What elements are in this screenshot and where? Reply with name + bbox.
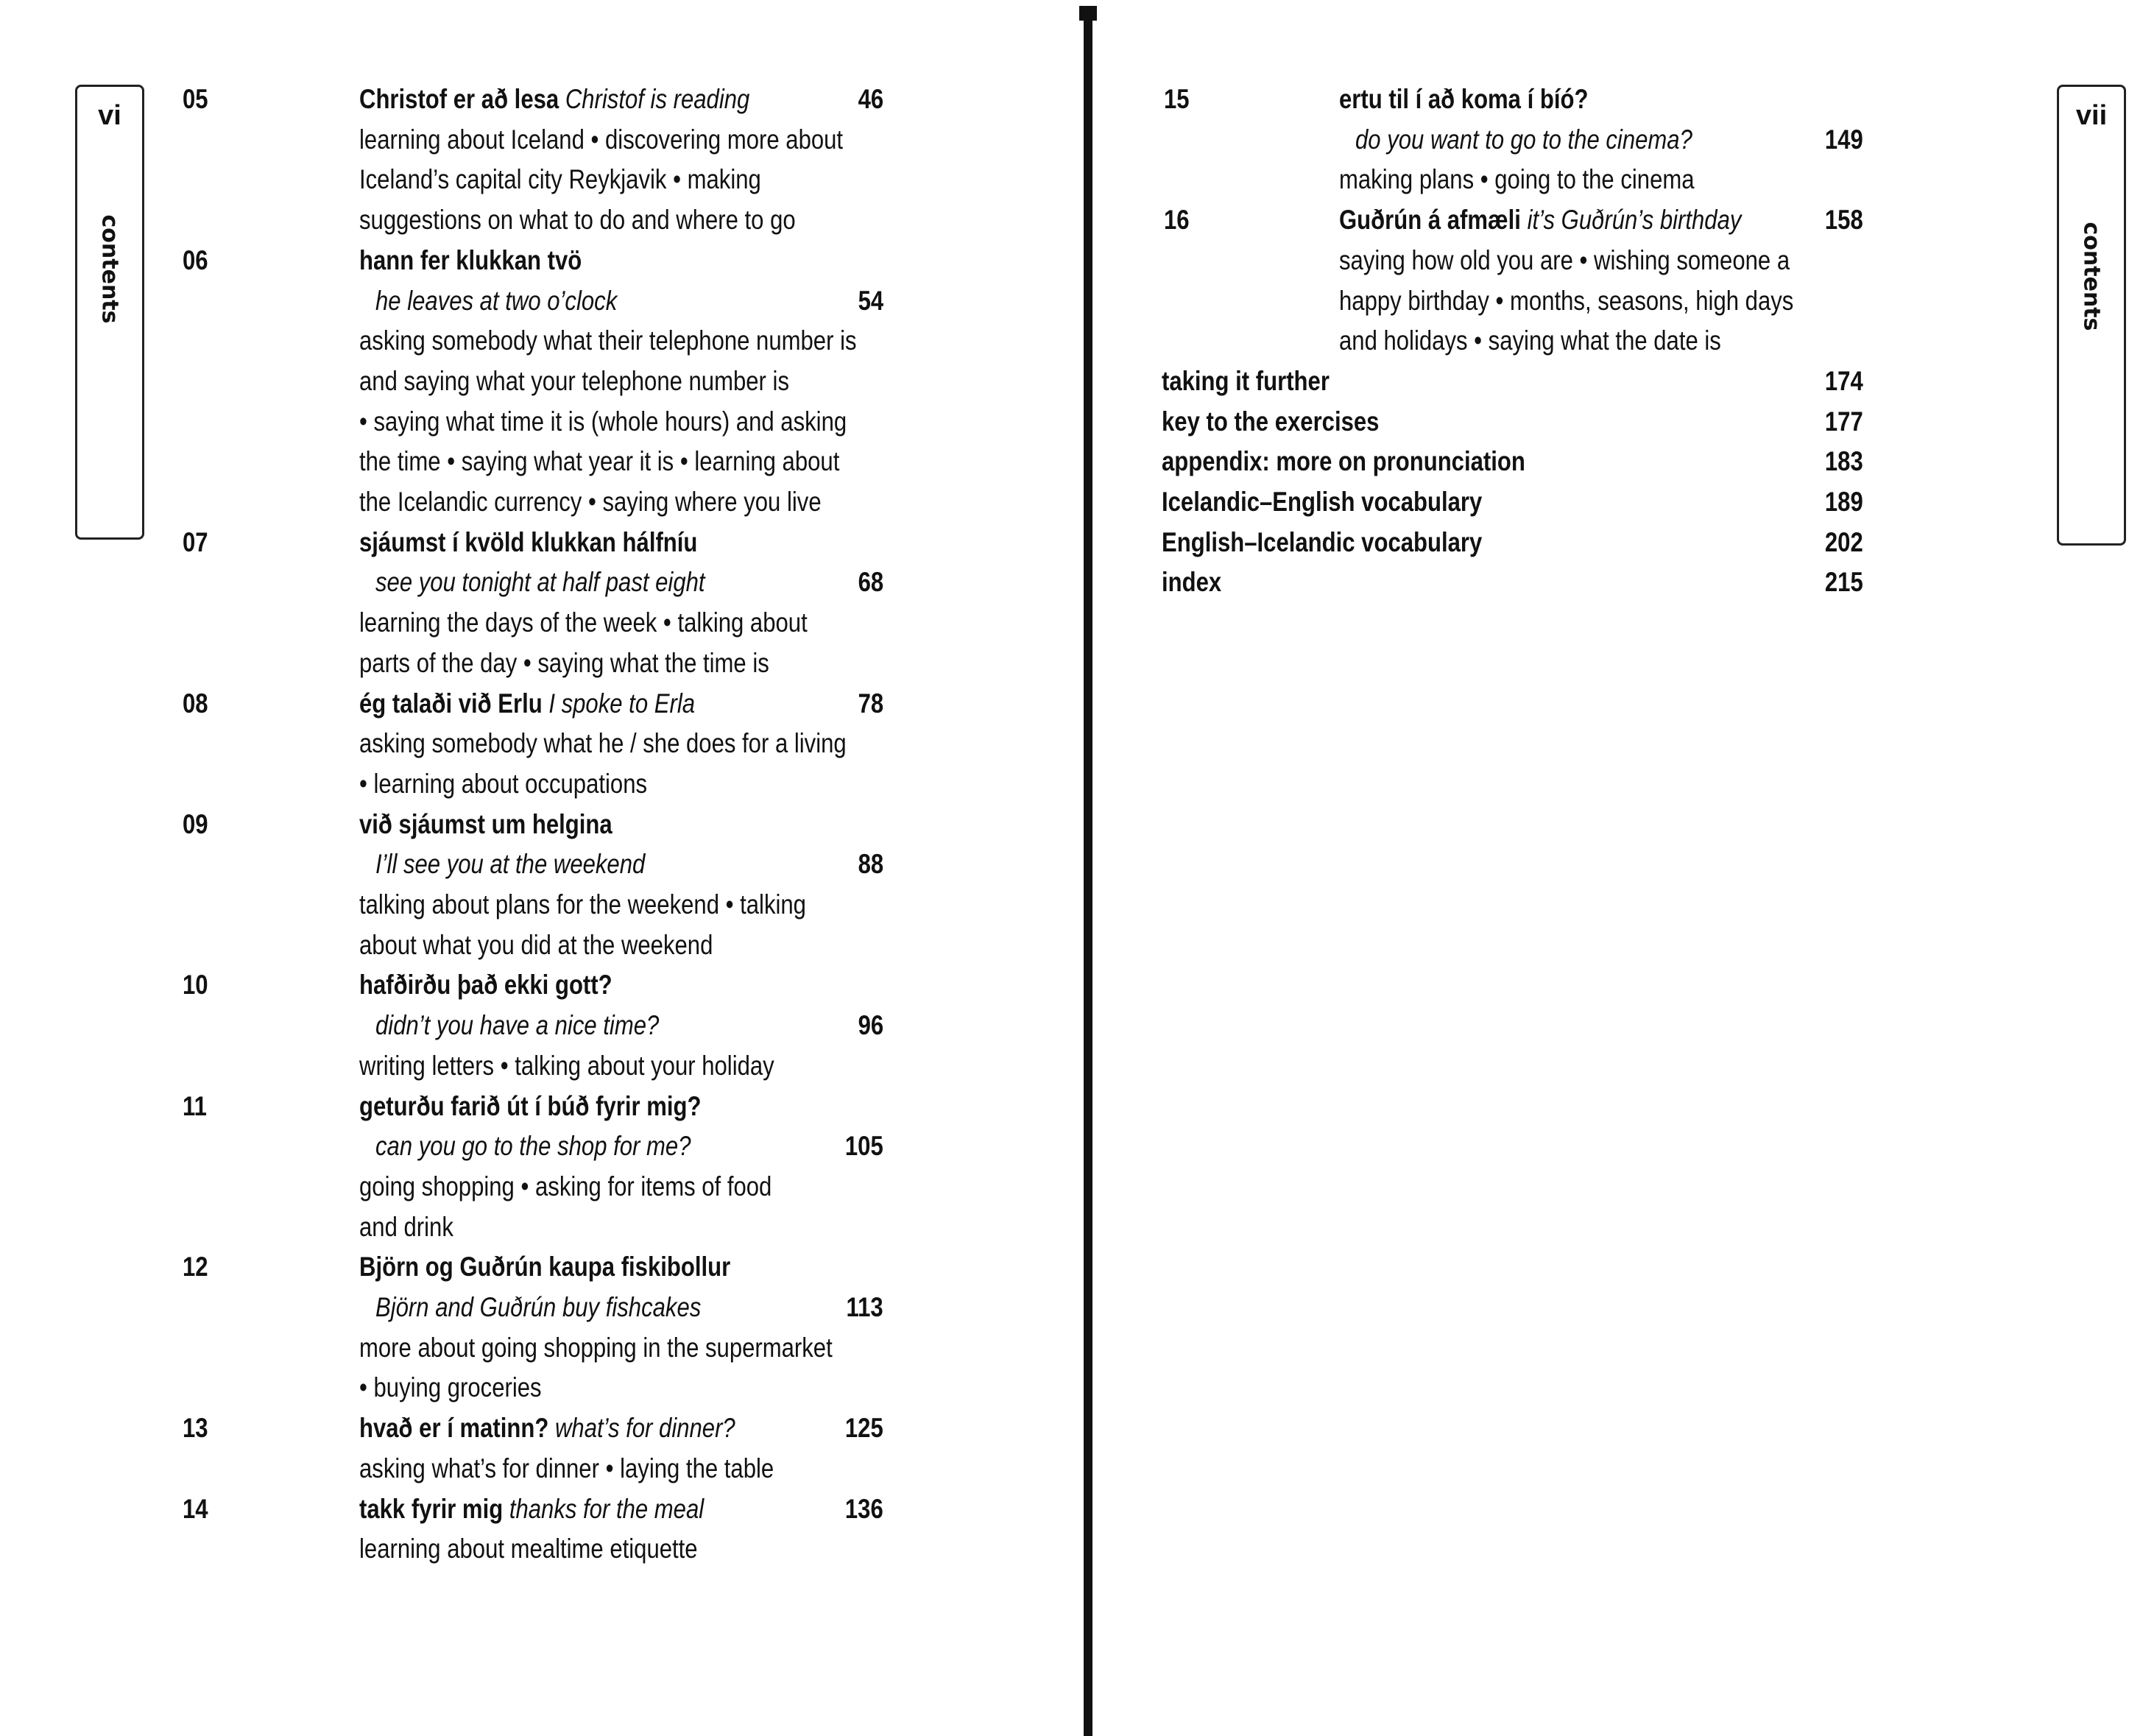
back-matter-title: key to the exercises xyxy=(1162,406,1380,437)
unit-number: 08 xyxy=(183,688,208,719)
unit-translation: can you go to the shop for me? xyxy=(375,1131,691,1162)
unit-title-line xyxy=(359,1412,735,1444)
unit-title: hann fer klukkan tvö xyxy=(359,244,582,275)
unit-translation: do you want to go to the cinema? xyxy=(1355,124,1692,155)
page-number: 88 xyxy=(858,849,883,880)
back-matter-title: English–Icelandic vocabulary xyxy=(1162,526,1483,557)
back-matter-title: index xyxy=(1162,567,1222,598)
unit-title-line xyxy=(359,1090,701,1123)
unit-description-line: learning about Iceland • discovering more about xyxy=(359,124,844,155)
unit-translation: see you tonight at half past eight xyxy=(375,567,705,598)
unit-title-line xyxy=(359,688,695,720)
book-spine-gutter xyxy=(1084,6,1092,1736)
unit-title-line xyxy=(359,526,697,559)
page-number: 46 xyxy=(858,84,883,114)
unit-translation: he leaves at two o’clock xyxy=(375,285,618,316)
unit-title-line xyxy=(359,1251,730,1283)
unit-description-line: going shopping • asking for items of food xyxy=(359,1171,772,1202)
unit-description-line: learning about mealtime etiquette xyxy=(359,1534,698,1564)
page-number: 125 xyxy=(845,1413,883,1444)
unit-title: sjáumst í kvöld klukkan hálfníu xyxy=(359,526,698,557)
unit-description-line: writing letters • talking about your holiday xyxy=(359,1050,774,1081)
unit-translation: didn’t you have a nice time? xyxy=(375,1010,660,1041)
page-number: 54 xyxy=(858,285,883,316)
unit-title: takk fyrir mig xyxy=(359,1493,504,1524)
unit-title: Christof er að lesa xyxy=(359,84,559,114)
unit-number: 14 xyxy=(183,1493,208,1524)
page-number: 96 xyxy=(858,1010,883,1041)
unit-number: 09 xyxy=(183,808,208,839)
page-folio-left: vi xyxy=(98,100,121,131)
page-number: 174 xyxy=(1825,365,1863,396)
unit-description-line: the Icelandic currency • saying where you live xyxy=(359,487,822,517)
page-number: 177 xyxy=(1825,406,1863,437)
unit-number: 07 xyxy=(183,526,208,557)
unit-title: ertu til í að koma í bíó? xyxy=(1339,84,1589,114)
unit-description-line: making plans • going to the cinema xyxy=(1339,164,1695,195)
back-matter-title: taking it further xyxy=(1162,365,1330,396)
unit-description-line: asking somebody what he / she does for a living xyxy=(359,728,847,759)
page-number: 202 xyxy=(1825,526,1863,557)
unit-title: hvað er í matinn? xyxy=(359,1413,549,1444)
unit-translation: it’s Guðrún’s birthday xyxy=(1527,205,1742,236)
unit-translation: I spoke to Erla xyxy=(548,688,696,719)
unit-description-line: talking about plans for the weekend • talking xyxy=(359,889,806,920)
unit-title: geturðu farið út í búð fyrir mig? xyxy=(359,1090,702,1121)
page-number: 113 xyxy=(846,1292,883,1322)
page-number: 183 xyxy=(1825,446,1863,477)
unit-description-line: • saying what time it is (whole hours) and asking xyxy=(359,406,847,437)
page-number: 189 xyxy=(1825,487,1863,517)
back-matter-title: Icelandic–English vocabulary xyxy=(1162,487,1483,517)
unit-number: 11 xyxy=(183,1090,207,1121)
unit-title: Björn og Guðrún kaupa fiskibollur xyxy=(359,1252,731,1282)
unit-title-line xyxy=(359,1493,704,1525)
unit-description-line: suggestions on what to do and where to go xyxy=(359,205,796,236)
page-number: 105 xyxy=(845,1131,883,1162)
left-thumb-tab xyxy=(75,85,144,540)
unit-description-line: and holidays • saying what the date is xyxy=(1339,325,1721,356)
unit-title-line xyxy=(1339,204,1741,236)
unit-description-line: • buying groceries xyxy=(359,1372,542,1403)
unit-number: 05 xyxy=(183,84,208,114)
unit-number: 13 xyxy=(183,1413,208,1444)
unit-translation: thanks for the meal xyxy=(509,1493,705,1524)
unit-description-line: asking what’s for dinner • laying the table xyxy=(359,1453,774,1483)
unit-title-line xyxy=(359,244,582,277)
unit-description-line: happy birthday • months, seasons, high days xyxy=(1339,285,1794,316)
unit-number: 06 xyxy=(183,244,208,275)
unit-number: 12 xyxy=(183,1252,208,1282)
page-number: 158 xyxy=(1825,205,1863,236)
unit-description-line: more about going shopping in the supermarket xyxy=(359,1332,833,1363)
page-folio-right: vii xyxy=(2075,100,2108,131)
unit-number: 16 xyxy=(1164,205,1190,236)
unit-description-line: and saying what your telephone number is xyxy=(359,365,789,396)
unit-description-line: learning the days of the week • talking about xyxy=(359,607,808,638)
section-tab-label-right: contents xyxy=(2078,222,2105,331)
page-number: 149 xyxy=(1825,124,1863,155)
page-number: 68 xyxy=(858,567,883,598)
unit-description-line: about what you did at the weekend xyxy=(359,929,713,960)
unit-description-line: saying how old you are • wishing someone a xyxy=(1339,244,1790,275)
unit-description-line: Iceland’s capital city Reykjavik • making xyxy=(359,164,761,195)
unit-translation: Christof is reading xyxy=(565,84,750,114)
page-number: 136 xyxy=(845,1493,883,1524)
unit-description-line: the time • saying what year it is • learning about xyxy=(359,446,840,477)
unit-translation: I’ll see you at the weekend xyxy=(375,849,646,880)
page-number: 215 xyxy=(1825,567,1863,598)
unit-number: 10 xyxy=(183,970,208,1001)
unit-number: 15 xyxy=(1164,84,1190,114)
unit-title: ég talaði við Erlu xyxy=(359,688,543,719)
unit-title: við sjáumst um helgina xyxy=(359,808,612,839)
unit-description-line: • learning about occupations xyxy=(359,768,648,799)
unit-title-line xyxy=(1339,83,1588,116)
back-matter-title: appendix: more on pronunciation xyxy=(1162,446,1525,477)
unit-title-line xyxy=(359,83,749,116)
unit-title: hafðirðu það ekki gott? xyxy=(359,970,612,1001)
unit-description-line: asking somebody what their telephone number is xyxy=(359,325,857,356)
unit-title: Guðrún á afmæli xyxy=(1339,205,1521,236)
page-number: 78 xyxy=(858,688,883,719)
unit-title-line xyxy=(359,969,612,1001)
unit-title-line xyxy=(359,808,612,841)
unit-description-line: and drink xyxy=(359,1211,453,1242)
unit-description-line: parts of the day • saying what the time is xyxy=(359,647,769,678)
unit-translation: Björn and Guðrún buy fishcakes xyxy=(375,1292,702,1322)
section-tab-label-left: contents xyxy=(96,214,123,324)
right-thumb-tab xyxy=(2057,85,2126,546)
unit-translation: what’s for dinner? xyxy=(554,1413,735,1444)
